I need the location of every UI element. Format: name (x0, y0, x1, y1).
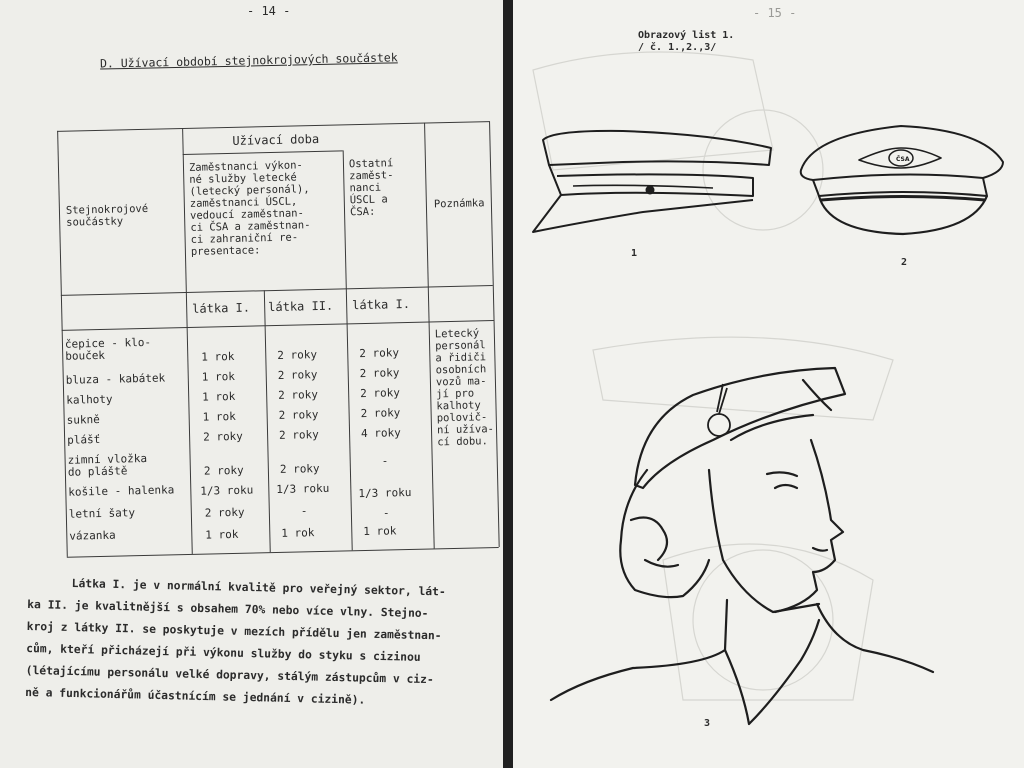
item-name: plášť (67, 432, 101, 447)
cap-side-view-drawing (533, 131, 771, 232)
cell-value: 4 roky (360, 426, 401, 441)
cell-value: 2 roky (279, 462, 320, 476)
cell-value: 1/3 roku (358, 485, 412, 501)
figure-number: 2 (901, 257, 908, 268)
cell-value: 2 roky (203, 463, 244, 478)
column-header: Ostatní zaměst- nanci ÚSCL a ČSA: (348, 157, 394, 219)
item-name: kalhoty (66, 392, 113, 407)
table-rule (264, 290, 271, 552)
row-header: Stejnokrojové součástky (65, 202, 149, 229)
fabric-label: látka I. (352, 296, 411, 313)
page-number: - 15 - (753, 6, 797, 20)
item-name: bluza - kabátek (65, 371, 166, 387)
note-header: Poznámka (433, 197, 485, 211)
notes-paragraph (25, 572, 498, 715)
cell-value: 1 rok (202, 409, 236, 424)
cell-value: 1 rok (201, 349, 235, 364)
paragraph-line: (létajícímu personálu velké dopravy, stálým zástupcům v ciz- (25, 663, 434, 687)
right-page (513, 0, 1024, 768)
item-name: košile - halenka (68, 483, 175, 499)
page-number: - 14 - (247, 4, 291, 18)
cap-front-view-drawing (801, 126, 1003, 234)
item-name: sukně (66, 412, 100, 427)
section-heading: D. Užívací období stejnokrojových součástek (99, 50, 398, 71)
cell-value: - (382, 506, 390, 520)
fabric-label: látka II. (268, 298, 334, 315)
item-name: zimní vložka do pláště (67, 451, 148, 479)
table-border-bottom (67, 547, 499, 558)
figure-number: 3 (704, 718, 711, 729)
item-name: letní šaty (68, 506, 136, 521)
left-page (0, 0, 503, 768)
cell-value: 2 roky (360, 406, 401, 421)
cell-value: 2 roky (202, 429, 244, 444)
paragraph-line: ně a funkcionářům účastnícím se jednání v cizině). (25, 685, 366, 707)
column-header: Zaměstnanci výkon- né služby letecké (letecký personál), zaměstnanci ÚSCL, vedoucí zaměstnan- ci ČSA a zaměstnan- ci zahraniční re- presentace: (188, 159, 311, 258)
cell-value: 1 rok (281, 526, 315, 540)
cell-value: 2 roky (359, 366, 400, 381)
cell-value: - (381, 454, 389, 468)
cell-value: 2 roky (204, 505, 245, 520)
cell-value: 1/3 roku (200, 483, 254, 498)
paragraph-line: Látka I. je v normální kvalitě pro veřejný sektor, lát- (71, 576, 446, 599)
cell-value: 2 roky (360, 386, 401, 401)
cell-value: 2 roky (278, 408, 319, 422)
figure-number: 1 (631, 248, 638, 259)
table-rule (424, 123, 435, 549)
cell-value: 2 roky (278, 428, 319, 442)
cell-value: 2 roky (359, 346, 400, 361)
group-header: Užívací doba (232, 131, 320, 148)
cell-value: 2 roky (277, 348, 318, 362)
cap-badge-text: ČSA (896, 156, 910, 163)
book-gutter (503, 0, 513, 768)
cell-value: - (300, 504, 308, 518)
cell-value: 1 rok (205, 527, 239, 542)
cap-badge-icon (708, 384, 730, 436)
plate-reference: / č. 1.,2.,3/ (638, 42, 717, 53)
usage-period-table (52, 115, 503, 573)
cell-value: 1 rok (202, 389, 236, 404)
cell-value: 1 rok (201, 369, 236, 384)
cell-value: 2 roky (277, 368, 318, 382)
note-text: Letecký personál a řidiči osobních vozů ma- jí pro kalhoty polovič- ní užíva- cí dobu. (434, 327, 495, 449)
cell-value: 2 roky (278, 388, 319, 402)
fabric-label: látka I. (192, 300, 251, 316)
cell-value: 1 rok (363, 524, 397, 539)
item-name: čepice - klo- bouček (64, 335, 152, 363)
paragraph-line: cům, kteří přicházejí při výkonu služby do styku s cizinou (26, 641, 421, 664)
item-name: vázanka (69, 528, 116, 543)
paragraph-line: kroj z látky II. se poskytuje v mezích přídělu jen zaměstnan- (26, 619, 442, 643)
woman-with-cap-drawing (551, 368, 933, 724)
table-rule (183, 150, 343, 155)
plate-illustrations (513, 0, 1024, 768)
cell-value: 1/3 roku (276, 481, 330, 497)
paragraph-line: ka II. je kvalitnější s obsahem 70% nebo více vlny. Stejno- (27, 597, 429, 621)
plate-title: Obrazový list 1. (638, 30, 735, 41)
